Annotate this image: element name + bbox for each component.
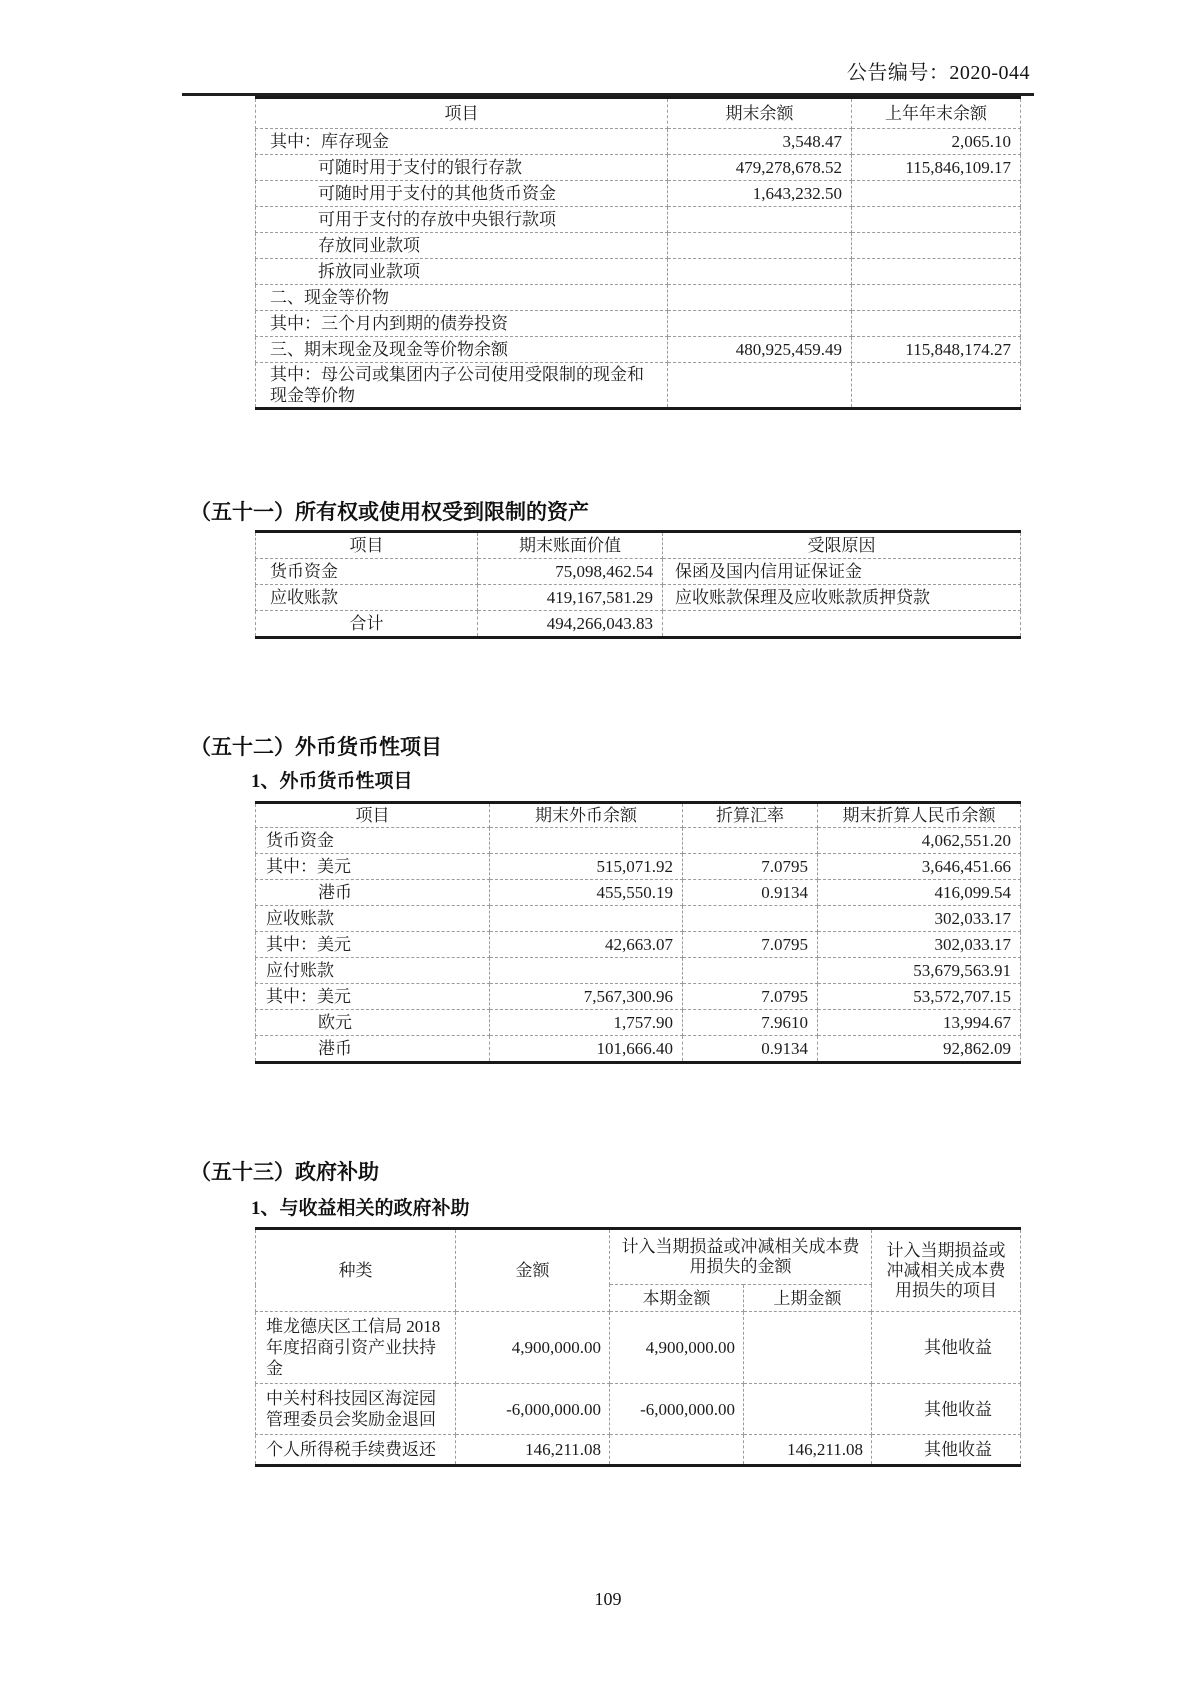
table-cell: 4,900,000.00: [456, 1312, 610, 1384]
table-cell: [852, 233, 1021, 259]
table-cell: 港币: [256, 1036, 490, 1063]
table-cell: 7,567,300.96: [490, 984, 683, 1010]
table-cell: 302,033.17: [818, 906, 1021, 932]
table-row: [256, 259, 1021, 285]
table-cell: 42,663.07: [490, 932, 683, 958]
table-row: [256, 233, 1021, 259]
table-cell: 其他收益: [872, 1435, 1021, 1466]
table-cell: [668, 363, 852, 409]
foreign-currency-table: [255, 801, 1021, 1064]
table-cell: 146,211.08: [456, 1435, 610, 1466]
table-cell: [490, 828, 683, 854]
table-cell: [852, 181, 1021, 207]
table-cell: 7.0795: [683, 984, 818, 1010]
section-52-title: （五十二）外币货币性项目: [190, 735, 442, 760]
table-cell: 115,848,174.27: [852, 337, 1021, 363]
table-cell: 53,572,707.15: [818, 984, 1021, 1010]
table-cell: 其中：库存现金: [256, 129, 668, 155]
section-52-subtitle: 1、外币货币性项目: [251, 771, 413, 793]
table-cell: 其中：三个月内到期的债券投资: [256, 311, 668, 337]
cash-equivalents-table: [255, 96, 1021, 410]
table-cell: [668, 259, 852, 285]
table-cell: [852, 363, 1021, 409]
table-cell: 可用于支付的存放中央银行款项: [256, 207, 668, 233]
announcement-number: 公告编号：2020-044: [846, 62, 1030, 84]
column-header-cell: 期末折算人民币余额: [818, 803, 1021, 828]
table-cell: 合计: [256, 611, 478, 638]
table-cell: [668, 285, 852, 311]
table-cell: 7.0795: [683, 854, 818, 880]
table-cell: 货币资金: [256, 828, 490, 854]
table-cell: 302,033.17: [818, 932, 1021, 958]
table-row: [256, 854, 1021, 880]
table-cell: 75,098,462.54: [478, 559, 663, 585]
table-cell: 1,643,232.50: [668, 181, 852, 207]
table-cell: 二、现金等价物: [256, 285, 668, 311]
table-row: [256, 181, 1021, 207]
table-cell: [744, 1312, 872, 1384]
table-cell: 货币资金: [256, 559, 478, 585]
table-header: [256, 803, 1021, 828]
column-header-cell: 本期金额: [610, 1285, 744, 1312]
table-cell: 其中：母公司或集团内子公司使用受限制的现金和现金等价物: [256, 363, 668, 409]
table-cell: 1,757.90: [490, 1010, 683, 1036]
table-row: [256, 932, 1021, 958]
table-cell: 应收账款: [256, 906, 490, 932]
table-cell: [663, 611, 1021, 638]
table-cell: 堆龙德庆区工信局 2018 年度招商引资产业扶持金: [256, 1312, 456, 1384]
column-header-cell: 上年年末余额: [852, 98, 1021, 129]
table-row: [256, 129, 1021, 155]
table-cell: 其他收益: [872, 1312, 1021, 1384]
header-row: [256, 803, 1021, 828]
table-cell: 中关村科技园区海淀园管理委员会奖励金退回: [256, 1384, 456, 1435]
table-row: [256, 285, 1021, 311]
table-cell: [852, 311, 1021, 337]
table-cell: 13,994.67: [818, 1010, 1021, 1036]
table-row: [256, 611, 1021, 638]
column-header-cell: 项目: [256, 803, 490, 828]
table-cell: 3,646,451.66: [818, 854, 1021, 880]
table-cell: [744, 1384, 872, 1435]
table-cell: [683, 958, 818, 984]
table-cell: 欧元: [256, 1010, 490, 1036]
column-header-cell: 受限原因: [663, 532, 1021, 559]
table-cell: [852, 285, 1021, 311]
table-row: [256, 585, 1021, 611]
column-header-cell: 计入当期损益或冲减相关成本费用损失的项目: [872, 1229, 1021, 1312]
table-cell: [852, 207, 1021, 233]
table-cell: 7.9610: [683, 1010, 818, 1036]
table-cell: 416,099.54: [818, 880, 1021, 906]
table-cell: 92,862.09: [818, 1036, 1021, 1063]
column-header-cell: 项目: [256, 532, 478, 559]
table-cell: 应收账款保理及应收账款质押贷款: [663, 585, 1021, 611]
table-cell: 三、期末现金及现金等价物余额: [256, 337, 668, 363]
table-header: [256, 1229, 1021, 1312]
table-cell: 4,062,551.20: [818, 828, 1021, 854]
table-cell: [610, 1435, 744, 1466]
government-grants-table: [255, 1227, 1021, 1467]
table-cell: 115,846,109.17: [852, 155, 1021, 181]
table-cell: 515,071.92: [490, 854, 683, 880]
column-header-cell: 期末余额: [668, 98, 852, 129]
header-row: [256, 532, 1021, 559]
table-cell: 480,925,459.49: [668, 337, 852, 363]
table-cell: 7.0795: [683, 932, 818, 958]
column-header-cell: 种类: [256, 1229, 456, 1312]
column-header-cell: 项目: [256, 98, 668, 129]
table-row: [256, 311, 1021, 337]
column-header-cell: 计入当期损益或冲减相关成本费用损失的金额: [610, 1229, 872, 1285]
table-cell: 存放同业款项: [256, 233, 668, 259]
table-row: [256, 363, 1021, 409]
table-cell: 可随时用于支付的银行存款: [256, 155, 668, 181]
table-row: [256, 1384, 1021, 1435]
restricted-assets-table: [255, 530, 1021, 639]
table-row: [256, 984, 1021, 1010]
table-row: [256, 337, 1021, 363]
table-cell: 其中：美元: [256, 854, 490, 880]
table-header: [256, 98, 1021, 129]
table-cell: 4,900,000.00: [610, 1312, 744, 1384]
table-cell: [852, 259, 1021, 285]
table-row: [256, 207, 1021, 233]
column-header-cell: 折算汇率: [683, 803, 818, 828]
table-cell: 101,666.40: [490, 1036, 683, 1063]
table-cell: 个人所得税手续费返还: [256, 1435, 456, 1466]
table-cell: [683, 906, 818, 932]
table-row: [256, 880, 1021, 906]
table-cell: -6,000,000.00: [610, 1384, 744, 1435]
table-cell: 应收账款: [256, 585, 478, 611]
table-cell: 2,065.10: [852, 129, 1021, 155]
table-cell: -6,000,000.00: [456, 1384, 610, 1435]
table-cell: 479,278,678.52: [668, 155, 852, 181]
section-53-title: （五十三）政府补助: [190, 1160, 379, 1185]
table-row: [256, 828, 1021, 854]
column-header-cell: 上期金额: [744, 1285, 872, 1312]
table-cell: 455,550.19: [490, 880, 683, 906]
table-cell: 可随时用于支付的其他货币资金: [256, 181, 668, 207]
table-cell: [490, 906, 683, 932]
table-cell: 0.9134: [683, 880, 818, 906]
header-row: [256, 98, 1021, 129]
table-row: [256, 1312, 1021, 1384]
header-row: [256, 1229, 1021, 1285]
table-cell: [668, 311, 852, 337]
table-header: [256, 532, 1021, 559]
table-cell: 拆放同业款项: [256, 259, 668, 285]
table-cell: 其中：美元: [256, 932, 490, 958]
table-row: [256, 958, 1021, 984]
table-cell: 0.9134: [683, 1036, 818, 1063]
table-cell: [668, 233, 852, 259]
section-51-title: （五十一）所有权或使用权受到限制的资产: [190, 500, 589, 524]
table-row: [256, 155, 1021, 181]
table-row: [256, 1036, 1021, 1063]
table-cell: 146,211.08: [744, 1435, 872, 1466]
column-header-cell: 金额: [456, 1229, 610, 1312]
section-53-subtitle: 1、与收益相关的政府补助: [251, 1198, 470, 1220]
table-cell: 其他收益: [872, 1384, 1021, 1435]
table-cell: [490, 958, 683, 984]
table-row: [256, 1435, 1021, 1466]
table-row: [256, 559, 1021, 585]
table-cell: 其中：美元: [256, 984, 490, 1010]
table-cell: [683, 828, 818, 854]
table-cell: 应付账款: [256, 958, 490, 984]
table-cell: 3,548.47: [668, 129, 852, 155]
page-content: [182, 0, 1034, 1610]
table-cell: 494,266,043.83: [478, 611, 663, 638]
column-header-cell: 期末外币余额: [490, 803, 683, 828]
table-cell: 保函及国内信用证保证金: [663, 559, 1021, 585]
table-cell: 419,167,581.29: [478, 585, 663, 611]
page-number: 109: [594, 1589, 622, 1610]
table-cell: 港币: [256, 880, 490, 906]
table-row: [256, 906, 1021, 932]
table-cell: 53,679,563.91: [818, 958, 1021, 984]
column-header-cell: 期末账面价值: [478, 532, 663, 559]
table-cell: [668, 207, 852, 233]
table-row: [256, 1010, 1021, 1036]
